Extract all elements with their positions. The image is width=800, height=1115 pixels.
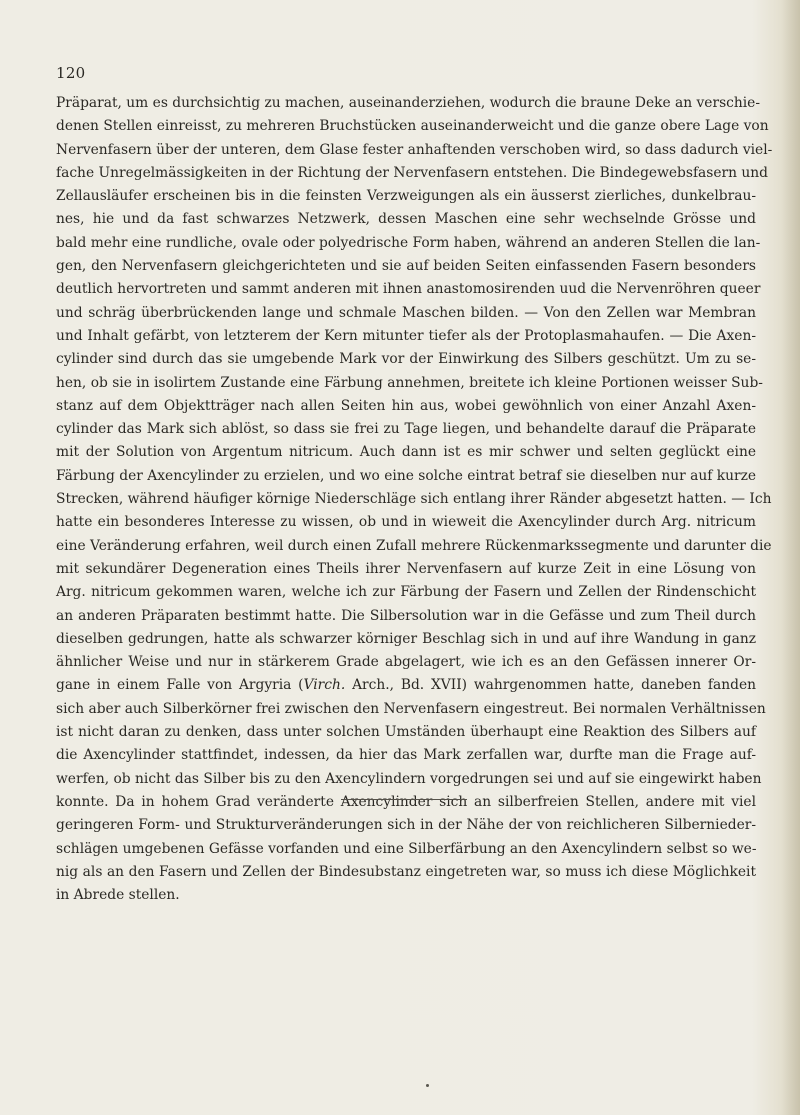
text-line: bald mehr eine rundliche, ovale oder polyedrische Form haben, während an anderen Stellen die lan- bbox=[56, 234, 761, 251]
text-line: und schräg überbrückenden lange und schmale Maschen bilden. — Von den Zellen war Membran bbox=[56, 304, 756, 321]
text-line: Strecken, während häufiger körnige Niederschläge sich entlang ihrer Ränder abgesetzt hatten. — Ich bbox=[56, 491, 772, 508]
text-line: mit sekundärer Degeneration eines Theils ihrer Nervenfasern auf kurze Zeit in eine Lösung von bbox=[56, 560, 756, 577]
section-end-rule bbox=[341, 799, 467, 800]
text-line: konnte. Da in hohem Grad veränderte Axencylinder sich an silberfreien Stellen, andere mit viel bbox=[56, 793, 756, 810]
text-line: ist nicht daran zu denken, dass unter solchen Umständen überhaupt eine Reaktion des Silbers auf bbox=[56, 724, 756, 741]
text-line: gen, den Nervenfasern gleichgerichteten und sie auf beiden Seiten einfassenden Fasern besonders bbox=[56, 258, 756, 275]
text-line: und Inhalt gefärbt, von letzterem der Kern mitunter tiefer als der Protoplasmahaufen. — Die Axen- bbox=[56, 327, 756, 344]
text-line: cylinder sind durch das sie umgebende Mark vor der Einwirkung des Silbers geschützt. Um zu se- bbox=[56, 351, 756, 368]
text-line: mit der Solution von Argentum nitricum. Auch dann ist es mir schwer und selten geglückt eine bbox=[56, 444, 756, 461]
text-line: hatte ein besonderes Interesse zu wissen, ob und in wieweit die Axencylinder durch Arg. nitricum bbox=[56, 514, 756, 531]
text-line: Präparat, um es durchsichtig zu machen, auseinanderziehen, wodurch die braune Deke an verschie- bbox=[56, 95, 761, 111]
text-line: stanz auf dem Objektträger nach allen Seiten hin aus, wobei gewöhnlich von einer Anzahl Axen- bbox=[56, 397, 756, 414]
text-line: ähnlicher Weise und nur in stärkerem Grade abgelagert, wie ich es an den Gefässen innerer Or- bbox=[56, 654, 756, 671]
page-number: 120 bbox=[56, 64, 86, 82]
text-line: an anderen Präparaten bestimmt hatte. Die Silbersolution war in die Gefässe und zum Theil durch bbox=[56, 607, 756, 624]
text-line: nes, hie und da fast schwarzes Netzwerk, dessen Maschen eine sehr wechselnde Grösse und bbox=[56, 211, 756, 228]
text-line: denen Stellen einreisst, zu mehreren Bruchstücken auseinanderweicht und die ganze obere Lage von bbox=[56, 118, 769, 135]
text-line: dieselben gedrungen, hatte als schwarzer körniger Beschlag sich in und auf ihre Wandung in ganz bbox=[56, 630, 756, 647]
text-line: Nervenfasern über der unteren, dem Glase fester anhaftenden verschoben wird, so dass dadurch viel- bbox=[56, 141, 773, 158]
body-paragraph bbox=[56, 92, 773, 907]
text-line: Arg. nitricum gekommen waren, welche ich zur Färbung der Fasern und Zellen der Rindenschicht bbox=[56, 584, 756, 601]
text-line: die Axencylinder stattfindet, indessen, da hier das Mark zerfallen war, durfte man die Frage auf- bbox=[56, 747, 756, 764]
text-line: eine Veränderung erfahren, weil durch einen Zufall mehrere Rückenmarkssegmente und darunter die bbox=[56, 537, 772, 554]
text-line: Zellausläufer erscheinen bis in die feinsten Verzweigungen als ein äusserst zierliches, dunkelbrau- bbox=[56, 188, 756, 205]
text-line: fache Unregelmässigkeiten in der Richtung der Nervenfasern entstehen. Die Bindegewebsfasern und bbox=[56, 164, 769, 181]
text-fragment: Arch., Bd. XVII) wahrgenommen hatte, daneben fanden bbox=[345, 677, 756, 694]
text-line-final: in Abrede stellen. bbox=[56, 887, 180, 904]
text-line: sich aber auch Silberkörner frei zwischen den Nervenfasern eingestreut. Bei normalen Verhältnissen bbox=[56, 700, 766, 717]
print-speck bbox=[426, 1084, 429, 1087]
text-line: Färbung der Axencylinder zu erzielen, und wo eine solche eintrat betraf sie dieselben nur auf kurze bbox=[56, 467, 756, 484]
text-line-with-citation bbox=[56, 674, 756, 697]
text-line: hen, ob sie in isolirtem Zustande eine Färbung annehmen, breitete ich kleine Portionen weisser Sub- bbox=[56, 374, 763, 391]
italic-citation: Virch. bbox=[303, 677, 346, 694]
text-line: schlägen umgebenen Gefässe vorfanden und eine Silberfärbung an den Axencylindern selbst so we- bbox=[56, 840, 757, 857]
text-line: cylinder das Mark sich ablöst, so dass sie frei zu Tage liegen, und behandelte darauf die Präparate bbox=[56, 421, 756, 438]
text-line: deutlich hervortreten und sammt anderen mit ihnen anastomosirenden uud die Nervenröhren queer bbox=[56, 281, 761, 298]
text-line: geringeren Form- und Strukturveränderungen sich in der Nähe der von reichlicheren Silbernieder- bbox=[56, 817, 756, 834]
text-line: werfen, ob nicht das Silber bis zu den Axencylindern vorgedrungen sei und auf sie eingewirkt haben bbox=[56, 770, 762, 787]
page-edge-shadow bbox=[782, 0, 800, 1115]
text-fragment: gane in einem Falle von Argyria ( bbox=[56, 677, 304, 694]
text-line: nig als an den Fasern und Zellen der Bindesubstanz eingetreten war, so muss ich diese Möglichkeit bbox=[56, 863, 756, 880]
